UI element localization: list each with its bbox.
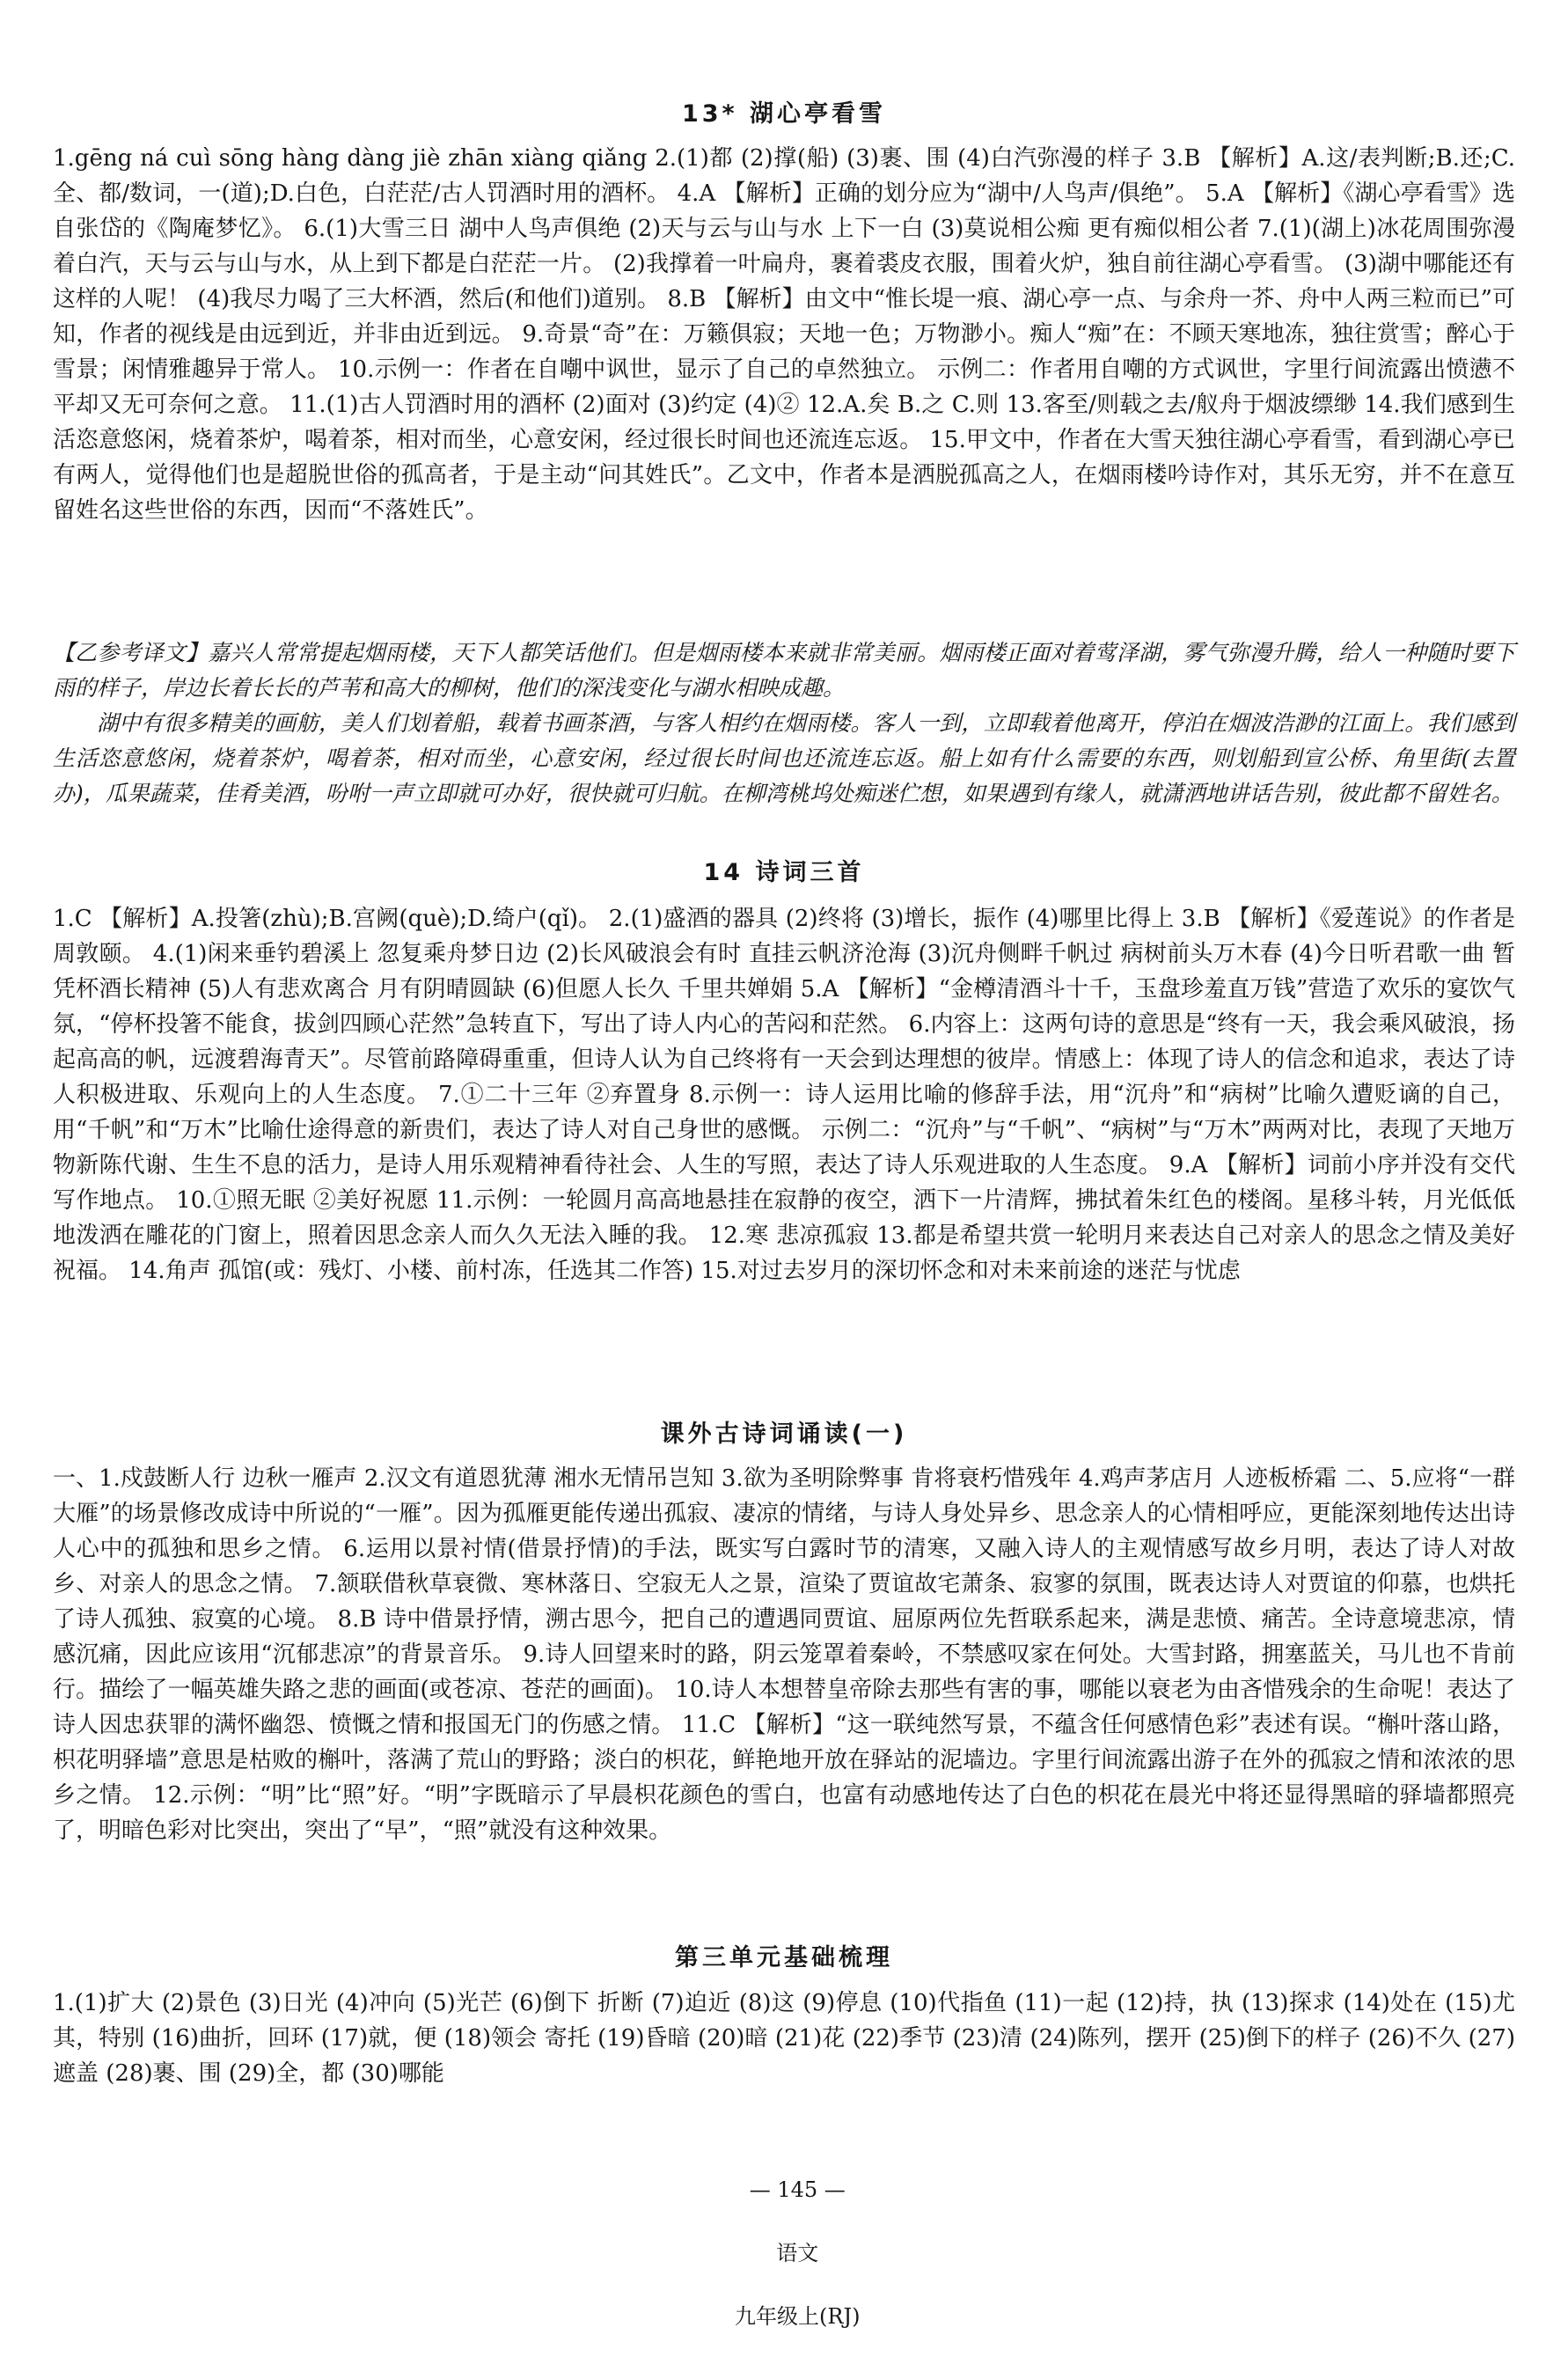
page-footer (0, 2142, 1568, 2364)
section-13-answers: 1.gēng ná cuì sōng hàng dàng jiè zhān xiàng qiǎng 2.(1)都 (2)撑(船) (3)裹、围 (4)白汽弥漫的样子 3.B 【解析】A.这/表判断;B.还;C.全、都/数词，一(道);D.白色，白茫茫/古人罚酒时用的酒杯。 4.A 【解析】正确的划分应为“湖中/人鸟声/俱绝”。 5.A 【解析】《湖心亭看雪》选自张岱的《陶庵梦忆》。 6.(1)大雪三日 湖中人鸟声俱绝 (2)天与云与山与水 上下一白 (3)莫说相公痴 更有痴似相公者 7.(1)(湖上)冰花周围弥漫着白汽，天与云与山与水，从上到下都是白茫茫一片。 (2)我撑着一叶扁舟，裹着裘皮衣服，围着火炉，独自前往湖心亭看雪。 (3)湖中哪能还有这样的人呢！ (4)我尽力喝了三大杯酒，然后(和他们)道别。 8.B 【解析】由文中“惟长堤一痕、湖心亭一点、与余舟一芥、舟中人两三粒而已”可知，作者的视线是由远到近，并非由近到远。 9.奇景“奇”在：万籁俱寂；天地一色；万物渺小。痴人“痴”在：不顾天寒地冻，独往赏雪；醉心于雪景；闲情雅趣异于常人。 10.示例一：作者在自嘲中讽世，显示了自己的卓然独立。 示例二：作者用自嘲的方式讽世，字里行间流露出愤懑不平却又无可奈何之意。 11.(1)古人罚酒时用的酒杯 (2)面对 (3)约定 (4)② 12.A.矣 B.之 C.则 13.客至/则载之去/舣舟于烟波缥缈 14.我们感到生活恣意悠闲，烧着茶炉，喝着茶，相对而坐，心意安闲，经过很长时间也还流连忘返。 15.甲文中，作者在大雪天独往湖心亭看雪，看到湖心亭已有两人，觉得他们也是超脱世俗的孤高者，于是主动“问其姓氏”。乙文中，作者本是洒脱孤高之人，在烟雨楼吟诗作对，其乐无穷，并不在意互留姓名这些世俗的东西，因而“不落姓氏”。 (53, 145, 1515, 524)
section-title-unit3-review: 第三单元基础梳理 (675, 1944, 893, 1971)
reference-translation-para-1: 【乙参考译文】嘉兴人常常提起烟雨楼，天下人都笑话他们。但是烟雨楼本来就非常美丽。烟雨楼正面对着莺泽湖，雾气弥漫升腾，给人一种随时要下雨的样子，岸边长着长长的芦苇和高大的柳树，他们的深浅变化与湖水相映成趣。 (53, 640, 1515, 701)
reference-translation-para-2: 湖中有很多精美的画舫，美人们划着船，载着书画茶酒，与客人相约在烟雨楼。客人一到，立即载着他离开，停泊在烟波浩渺的江面上。我们感到生活恣意悠闲，烧着茶炉，喝着茶，相对而坐，心意安闲，经过很长时间也还流连忘返。船上如有什么需要的东西，则划船到宣公桥、角里街(去置办)，瓜果蔬菜，佳肴美酒，吩咐一声立即就可办好，很快就可归航。在柳湾桃坞处痴迷伫想，如果遇到有缘人，就潇洒地讲话告别，彼此都不留姓名。 (53, 710, 1515, 806)
section-extra-poems-answers: 一、1.戍鼓断人行 边秋一雁声 2.汉文有道恩犹薄 湘水无情吊岂知 3.欲为圣明除弊事 肯将衰朽惜残年 4.鸡声茅店月 人迹板桥霜 二、5.应将“一群大雁”的场景修改成诗中所说的“一雁”。因为孤雁更能传递出孤寂、凄凉的情绪，与诗人身处异乡、思念亲人的心情相呼应，更能深刻地传达出诗人心中的孤独和思乡之情。 6.运用以景衬情(借景抒情)的手法，既实写白露时节的清寒，又融入诗人的主观情感写故乡月明，表达了诗人对故乡、对亲人的思念之情。 7.颔联借秋草衰微、寒林落日、空寂无人之景，渲染了贾谊故宅萧条、寂寥的氛围，既表达诗人对贾谊的仰慕，也烘托了诗人孤独、寂寞的心境。 8.B 诗中借景抒情，溯古思今，把自己的遭遇同贾谊、屈原两位先哲联系起来，满是悲愤、痛苦。全诗意境悲凉，情感沉痛，因此应该用“沉郁悲凉”的背景音乐。 9.诗人回望来时的路，阴云笼罩着秦岭，不禁感叹家在何处。大雪封路，拥塞蓝关，马儿也不肯前行。描绘了一幅英雄失路之悲的画面(或苍凉、苍茫的画面)。 10.诗人本想替皇帝除去那些有害的事，哪能以衰老为由吝惜残余的生命呢！表达了诗人因忠获罪的满怀幽怨、愤慨之情和报国无门的伤感之情。 11.C 【解析】“这一联纯然写景，不蕴含任何感情色彩”表述有误。“槲叶落山路，枳花明驿墙”意思是枯败的槲叶，落满了荒山的野路；淡白的枳花，鲜艳地开放在驿站的泥墙边。字里行间流露出游子在外的孤寂之情和浓浓的思乡之情。 12.示例：“明”比“照”好。“明”字既暗示了早晨枳花颜色的雪白，也富有动感地传达了白色的枳花在晨光中将还显得黑暗的驿墙都照亮了，明暗色彩对比突出，突出了“早”，“照”就没有这种效果。 (53, 1465, 1515, 1844)
section-title-extra-poems: 课外古诗词诵读(一) (660, 1421, 908, 1448)
section-unit3-review-answers: 1.(1)扩大 (2)景色 (3)日光 (4)冲向 (5)光芒 (6)倒下 折断 (7)迫近 (8)这 (9)停息 (10)代指鱼 (11)一起 (12)持，执 (13)探求 (14)处在 (15)尤其，特别 (16)曲折，回环 (17)就，便 (18)领会 寄托 (19)昏暗 (20)暗 (21)花 (22)季节 (23)清 (24)陈列，摆开 (25)倒下的样子 (26)不久 (27)遮盖 (28)裹、围 (29)全，都 (30)哪能 (53, 1990, 1515, 2087)
page-number: — 145 — (749, 2177, 846, 2202)
section-title-14: 14 诗词三首 (703, 859, 865, 886)
section-14-answers: 1.C 【解析】A.投箸(zhù);B.宫阙(què);D.绮户(qǐ)。 2.(1)盛酒的器具 (2)终将 (3)增长，振作 (4)哪里比得上 3.B 【解析】《爱莲说》的作者是周敦颐。 4.(1)闲来垂钓碧溪上 忽复乘舟梦日边 (2)长风破浪会有时 直挂云帆济沧海 (3)沉舟侧畔千帆过 病树前头万木春 (4)今日听君歌一曲 暂凭杯酒长精神 (5)人有悲欢离合 月有阴晴圆缺 (6)但愿人长久 千里共婵娟 5.A 【解析】“金樽清酒斗十千，玉盘珍羞直万钱”营造了欢乐的宴饮气氛，“停杯投箸不能食，拔剑四顾心茫然”急转直下，写出了诗人内心的苦闷和茫然。 6.内容上：这两句诗的意思是“终有一天，我会乘风破浪，扬起高高的帆，远渡碧海青天”。尽管前路障碍重重，但诗人认为自己终将有一天会到达理想的彼岸。情感上：体现了诗人的信念和追求，表达了诗人积极进取、乐观向上的人生态度。 7.①二十三年 ②弃置身 8.示例一：诗人运用比喻的修辞手法，用“沉舟”和“病树”比喻久遭贬谪的自己，用“千帆”和“万木”比喻仕途得意的新贵们，表达了诗人对自己身世的感慨。 示例二：“沉舟”与“千帆”、“病树”与“万木”两两对比，表现了天地万物新陈代谢、生生不息的活力，是诗人用乐观精神看待社会、人生的写照，表达了诗人乐观进取的人生态度。 9.A 【解析】词前小序并没有交代写作地点。 10.①照无眠 ②美好祝愿 11.示例：一轮圆月高高地悬挂在寂静的夜空，洒下一片清辉，拂拭着朱红色的楼阁。星移斗转，月光低低地泼洒在雕花的门窗上，照着因思念亲人而久久无法入睡的我。 12.寒 悲凉孤寂 13.都是希望共赏一轮明月来表达自己对亲人的思念之情及美好祝福。 14.角声 孤馆(或：残灯、小楼、前村冻，任选其二作答) 15.对过去岁月的深切怀念和对未来前途的迷茫与忧虑 (53, 906, 1515, 1284)
section-title-13: 13* 湖心亭看雪 (681, 100, 887, 128)
grade-label: 九年级上(RJ) (735, 2304, 861, 2329)
subject-label: 语文 (776, 2241, 819, 2265)
